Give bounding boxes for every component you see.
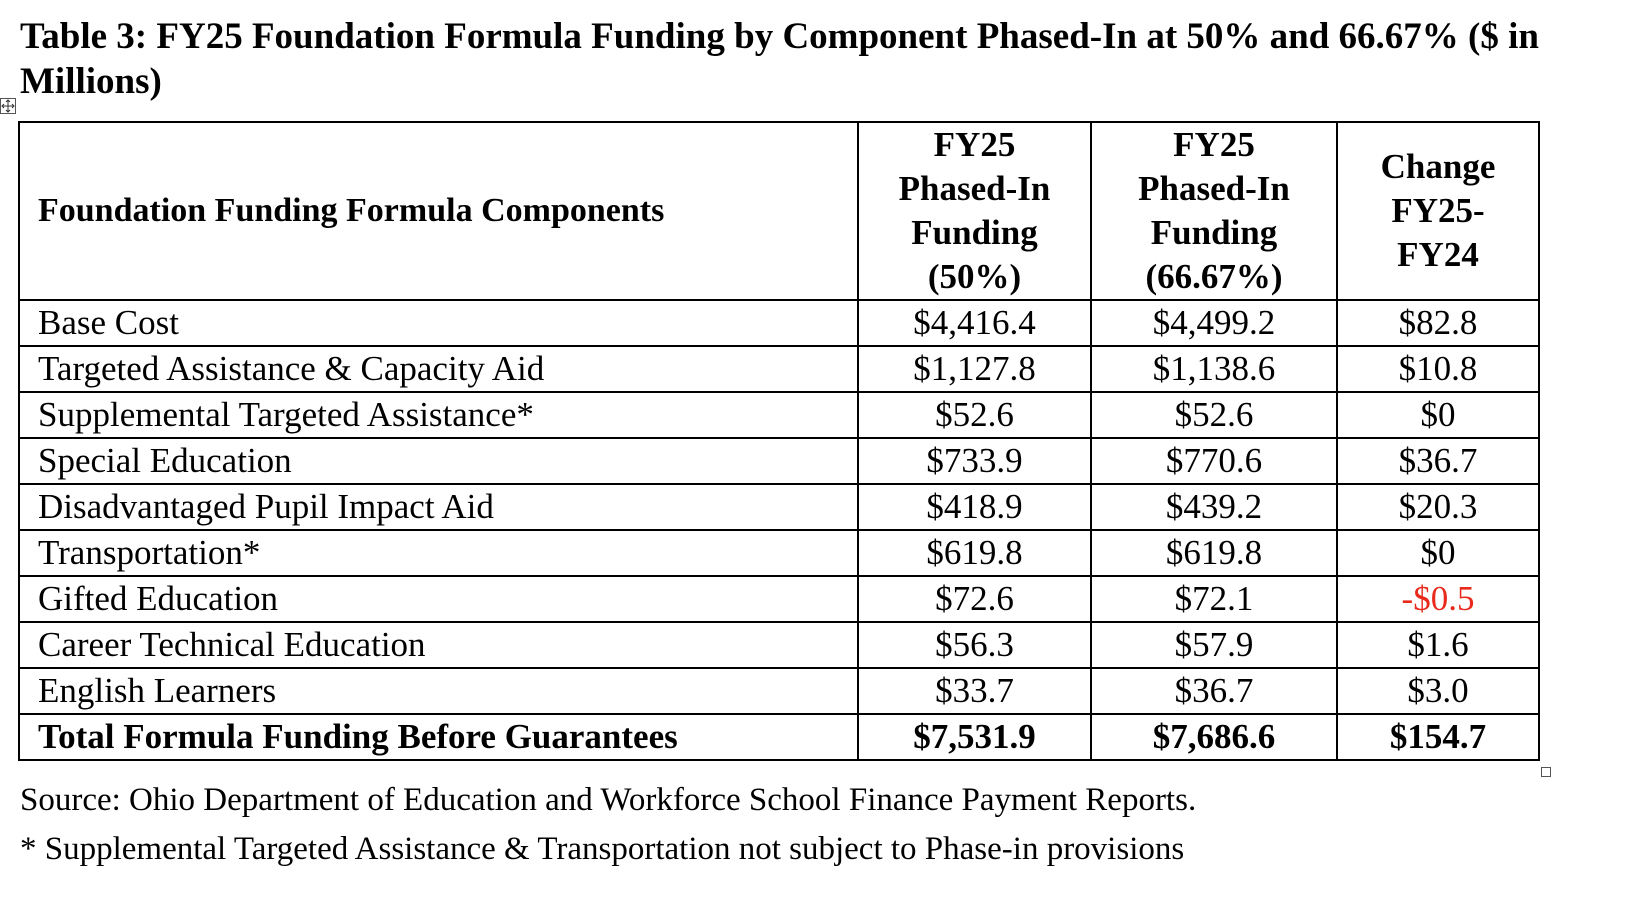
cell-fy25-6667: $439.2: [1091, 484, 1337, 530]
header-line: Phased-In: [898, 169, 1051, 208]
header-line: Change: [1380, 147, 1496, 186]
table-row: [19, 484, 1539, 530]
header-line: FY24: [1397, 235, 1479, 274]
cell-fy25-6667: $57.9: [1091, 622, 1337, 668]
header-line: FY25: [1173, 125, 1255, 164]
cell-change: $10.8: [1337, 346, 1539, 392]
row-label: Targeted Assistance & Capacity Aid: [19, 346, 858, 392]
header-line: FY25-: [1391, 191, 1485, 230]
total-label: Total Formula Funding Before Guarantees: [19, 714, 858, 760]
total-fy25-6667: $7,686.6: [1091, 714, 1337, 760]
total-row: [19, 714, 1539, 760]
header-components: Foundation Funding Formula Components: [19, 122, 858, 300]
cell-fy25-6667: $36.7: [1091, 668, 1337, 714]
cell-change: $1.6: [1337, 622, 1539, 668]
cell-fy25-50: $4,416.4: [858, 300, 1091, 346]
cell-fy25-50: $733.9: [858, 438, 1091, 484]
row-label: Transportation*: [19, 530, 858, 576]
cell-fy25-50: $52.6: [858, 392, 1091, 438]
cell-fy25-6667: $4,499.2: [1091, 300, 1337, 346]
header-row: [19, 122, 1539, 300]
cell-change: $82.8: [1337, 300, 1539, 346]
table-move-handle-icon[interactable]: [0, 98, 16, 114]
cell-fy25-50: $72.6: [858, 576, 1091, 622]
header-change: [1337, 122, 1539, 300]
row-label: Disadvantaged Pupil Impact Aid: [19, 484, 858, 530]
table-title: Table 3: FY25 Foundation Formula Funding by Component Phased-In at 50% and 66.67% ($ in Millions): [20, 16, 1539, 102]
header-fy25-50: [858, 122, 1091, 300]
cell-change: $36.7: [1337, 438, 1539, 484]
header-line: (66.67%): [1145, 257, 1283, 296]
header-line: (50%): [927, 257, 1022, 296]
table-row: [19, 346, 1539, 392]
cell-fy25-50: $33.7: [858, 668, 1091, 714]
table-row: [19, 392, 1539, 438]
header-fy25-6667: [1091, 122, 1337, 300]
header-line: Funding: [1150, 213, 1278, 252]
cell-fy25-6667: $1,138.6: [1091, 346, 1337, 392]
cell-change: $0: [1337, 530, 1539, 576]
cell-fy25-50: $56.3: [858, 622, 1091, 668]
cell-fy25-50: $418.9: [858, 484, 1091, 530]
header-line: Funding: [911, 213, 1038, 252]
row-label: Gifted Education: [19, 576, 858, 622]
row-label: Supplemental Targeted Assistance*: [19, 392, 858, 438]
table-row: [19, 668, 1539, 714]
cell-fy25-6667: $619.8: [1091, 530, 1337, 576]
table-row: [19, 622, 1539, 668]
footnote: * Supplemental Targeted Assistance & Transportation not subject to Phase-in provisions: [20, 831, 1185, 867]
row-label: Base Cost: [19, 300, 858, 346]
table-row: [19, 438, 1539, 484]
cell-change: $0: [1337, 392, 1539, 438]
cell-fy25-50: $1,127.8: [858, 346, 1091, 392]
table-row: [19, 300, 1539, 346]
table-row: [19, 530, 1539, 576]
header-line: Phased-In: [1138, 169, 1290, 208]
row-label: English Learners: [19, 668, 858, 714]
cell-change: $3.0: [1337, 668, 1539, 714]
total-change: $154.7: [1337, 714, 1539, 760]
cell-fy25-6667: $72.1: [1091, 576, 1337, 622]
cell-fy25-6667: $52.6: [1091, 392, 1337, 438]
cell-fy25-50: $619.8: [858, 530, 1091, 576]
cell-change-negative: -$0.5: [1337, 576, 1539, 622]
table-row: [19, 576, 1539, 622]
row-label: Special Education: [19, 438, 858, 484]
row-label: Career Technical Education: [19, 622, 858, 668]
total-fy25-50: $7,531.9: [858, 714, 1091, 760]
cell-fy25-6667: $770.6: [1091, 438, 1337, 484]
header-line: FY25: [933, 125, 1016, 164]
source-note: Source: Ohio Department of Education and Workforce School Finance Payment Reports.: [20, 782, 1197, 818]
cell-change: $20.3: [1337, 484, 1539, 530]
table-resize-handle-icon[interactable]: [1541, 767, 1551, 777]
funding-table: [18, 121, 1540, 761]
